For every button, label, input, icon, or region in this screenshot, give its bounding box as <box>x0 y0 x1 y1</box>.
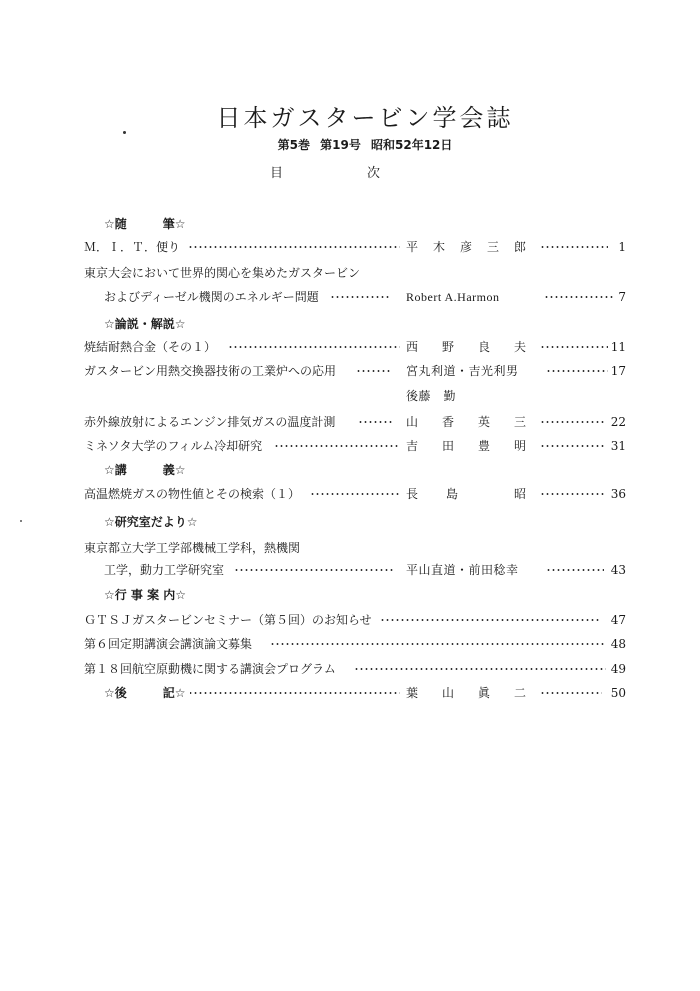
entry-author: Robert A.Harmon <box>406 290 500 304</box>
dot-leader <box>546 370 608 372</box>
section-heading-essay: ☆随 筆☆ <box>104 217 186 231</box>
toc-entry-tmu-line2[interactable] <box>84 560 626 580</box>
dot-leader <box>540 445 604 447</box>
dot-leader <box>274 445 400 447</box>
entry-author: 山 香 英 三 <box>406 415 526 429</box>
toc-entry-infrared[interactable] <box>84 412 626 432</box>
entry-page: 7 <box>615 287 626 307</box>
entry-author: 長 島 昭 <box>406 487 526 501</box>
dot-leader <box>540 246 608 248</box>
entry-author: 西 野 良 夫 <box>406 340 526 354</box>
toc-entry-heat-exchanger-coauthor <box>84 386 626 406</box>
toc-entry-high-temp-gas[interactable] <box>84 484 626 504</box>
dot-leader <box>540 692 602 694</box>
entry-title: Ｍ．Ｉ．Ｔ．便り <box>84 237 184 257</box>
toc-entry-sintered[interactable] <box>84 337 626 357</box>
toc-entry-postscript[interactable] <box>84 683 626 703</box>
entry-title: 東京都立大学工学部機械工学科，熱機関 <box>84 538 304 558</box>
entry-title: およびディーゼル機関のエネルギー問題 <box>104 287 323 307</box>
entry-title: 赤外線放射によるエンジン排気ガスの温度計測 <box>84 412 339 432</box>
dot-leader <box>234 569 394 571</box>
toc-entry-heat-exchanger[interactable] <box>84 361 626 381</box>
entry-page: 11 <box>608 337 626 357</box>
dot-leader <box>544 296 616 298</box>
dot-leader <box>540 493 604 495</box>
contents-heading-char-1: 目 <box>270 166 284 181</box>
entry-title: ガスタービン用熱交換器技術の工業炉への応用 <box>84 361 340 381</box>
entry-author: 吉 田 豊 明 <box>406 439 526 453</box>
entry-author: 葉 山 眞 二 <box>406 686 526 700</box>
entry-title: ミネソタ大学のフィルム冷却研究 <box>84 436 266 456</box>
dot-leader <box>540 421 604 423</box>
toc-entry-mit[interactable] <box>84 237 626 257</box>
toc-entry-gtsj-seminar[interactable] <box>84 610 626 630</box>
section-heading-review: ☆論説・解説☆ <box>104 317 186 331</box>
dot-leader <box>188 246 400 248</box>
toc-entry-tmu-line1[interactable] <box>84 538 626 558</box>
entry-page: 1 <box>615 237 626 257</box>
contents-heading-char-2: 次 <box>366 166 380 181</box>
entry-title: ＧＴＳＪガスタービンセミナー（第５回）のお知らせ <box>84 610 376 630</box>
section-heading-lab: ☆研究室だより☆ <box>104 515 198 529</box>
toc-entry-tokyo-line2[interactable] <box>84 287 626 307</box>
entry-author: 宮丸利道・吉光利男 <box>406 364 519 378</box>
journal-title: 日本ガスタービン学会誌 <box>216 104 514 132</box>
issue-line: 第5巻 第19号 昭和52年12日 <box>277 138 453 152</box>
dot-leader <box>310 493 400 495</box>
dot-leader <box>356 370 392 372</box>
entry-page: 50 <box>608 683 626 703</box>
entry-page: 47 <box>608 610 626 630</box>
entry-page: 43 <box>608 560 626 580</box>
entry-page: 49 <box>608 659 626 679</box>
entry-page: 36 <box>608 484 626 504</box>
entry-title: 工学，動力工学研究室 <box>104 560 228 580</box>
dot-leader <box>546 569 604 571</box>
entry-page: 31 <box>608 436 626 456</box>
toc-entry-meeting-6[interactable] <box>84 634 626 654</box>
entry-title: 焼結耐熱合金（その１） <box>84 337 220 357</box>
dot-leader <box>188 692 400 694</box>
entry-author: 平山直道・前田稔幸 <box>406 563 519 577</box>
entry-author: 平 木 彦 三 郎 <box>406 240 526 254</box>
toc-entry-tokyo-line1[interactable] <box>84 263 626 283</box>
entry-author: 後藤 勤 <box>406 389 457 403</box>
entry-title: 第６回定期講演会講演論文募集 <box>84 634 256 654</box>
dot-leader <box>380 619 600 621</box>
entry-page: 22 <box>608 412 626 432</box>
entry-page: 17 <box>608 361 626 381</box>
dot-leader <box>270 643 604 645</box>
section-heading-lecture: ☆講 義☆ <box>104 463 186 477</box>
dot-leader <box>358 421 394 423</box>
dot-leader <box>354 668 606 670</box>
toc-entry-aero-18[interactable] <box>84 659 626 679</box>
entry-page: 48 <box>608 634 626 654</box>
entry-title: 高温燃焼ガスの物性値とその検索（１） <box>84 484 304 504</box>
dot-leader <box>540 346 608 348</box>
section-heading-postscript: ☆後 記☆ <box>104 683 190 703</box>
dot-leader <box>330 296 390 298</box>
dot-leader <box>228 346 400 348</box>
entry-title: 東京大会において世界的関心を集めたガスタービン <box>84 263 364 283</box>
toc-entry-minnesota[interactable] <box>84 436 626 456</box>
section-heading-events: ☆行 事 案 内☆ <box>104 588 187 602</box>
entry-title: 第１８回航空原動機に関する講演会プログラム <box>84 659 340 679</box>
